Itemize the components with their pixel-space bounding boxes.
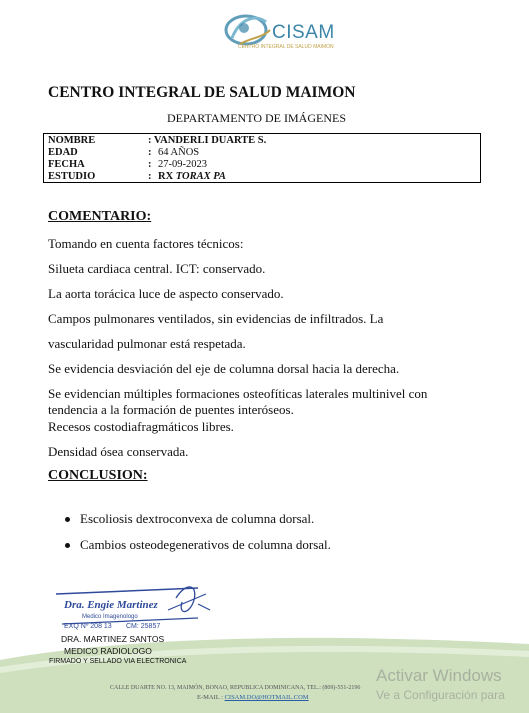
comment-heading: COMENTARIO: — [48, 209, 152, 224]
conclusion-list — [48, 506, 331, 558]
comment-line: Campos pulmonares ventilados, sin evidencias de infiltrados. La — [48, 311, 384, 326]
name-value: : VANDERLI DUARTE S. — [148, 135, 267, 146]
comment-line: vascularidad pulmonar está respetada. — [48, 336, 246, 351]
study-label: ESTUDIO — [48, 171, 96, 182]
conclusion-item-text: Cambios osteodegenerativos de columna dorsal. — [80, 537, 331, 552]
email-link[interactable]: CISAM.DO@HOTMAIL.COM — [224, 694, 309, 701]
age-label: EDAD — [48, 147, 78, 158]
stamp-exq: EXQ Nº 208 13 — [64, 623, 112, 630]
study-value — [158, 170, 226, 183]
stamp-title: Medico Imagenologo — [82, 614, 138, 620]
study-separator: : — [148, 171, 152, 182]
comment-line: Se evidencia desviación del eje de columna dorsal hacia la derecha. — [48, 361, 400, 376]
signature-stamp-icon — [48, 580, 213, 640]
logo-subtitle: CENTRO INTEGRAL DE SALUD MAIMON — [238, 44, 334, 50]
department-title: DEPARTAMENTO DE IMÁGENES — [167, 111, 346, 125]
conclusion-item — [48, 532, 331, 558]
activation-watermark-subtitle: Ve a Configuración para — [376, 688, 505, 702]
date-separator: : — [148, 159, 152, 170]
bullet-icon — [65, 517, 70, 522]
doctor-title: MEDICO RADIOLOGO — [64, 646, 152, 656]
logo-text: CISAM — [272, 22, 335, 43]
comment-line: Se evidencian múltiples formaciones osteofíticas laterales multinivel con — [48, 386, 428, 401]
center-title: CENTRO INTEGRAL DE SALUD MAIMON — [48, 84, 356, 101]
stamp-cm: CM: 25857 — [126, 623, 161, 630]
comment-line: La aorta torácica luce de aspecto conservado. — [48, 286, 284, 301]
bullet-icon — [65, 543, 70, 548]
activation-watermark-title: Activar Windows — [376, 666, 502, 685]
date-value: 27-09-2023 — [158, 159, 207, 170]
patient-info-box — [43, 133, 481, 183]
comment-line: tendencia a la formación de puentes interóseos. — [48, 402, 294, 417]
comment-line: Silueta cardiaca central. ICT: conservado. — [48, 261, 266, 276]
age-separator: : — [148, 147, 152, 158]
stamp-name: Dra. Engie Martinez — [64, 599, 158, 611]
doctor-name: DRA. MARTINEZ SANTOS — [61, 634, 165, 644]
comment-line: Densidad ósea conservada. — [48, 444, 189, 459]
clinic-logo — [210, 8, 335, 56]
name-label: NOMBRE — [48, 135, 96, 146]
comment-line: Recesos costodiafragmáticos libres. — [48, 419, 234, 434]
age-value: 64 AÑOS — [158, 147, 200, 158]
conclusion-item — [48, 506, 331, 532]
signature-note: FIRMADO Y SELLADO VIA ELECTRONICA — [49, 658, 187, 665]
date-label: FECHA — [48, 159, 85, 170]
conclusion-heading: CONCLUSION: — [48, 468, 148, 483]
footer-email — [197, 694, 309, 701]
footer-address: CALLE DUARTE NO. 13, MAIMÓN, BONAO, REPUBLICA DOMINICANA, TEL.: (809)-551-2196 — [110, 685, 361, 691]
study-value-prefix: RX — [158, 171, 176, 182]
study-value-italic: TORAX PA — [175, 171, 226, 182]
email-label: E-MAIL : — [197, 694, 225, 701]
conclusion-item-text: Escoliosis dextroconvexa de columna dorsal. — [80, 511, 315, 526]
comment-line: Tomando en cuenta factores técnicos: — [48, 236, 244, 251]
